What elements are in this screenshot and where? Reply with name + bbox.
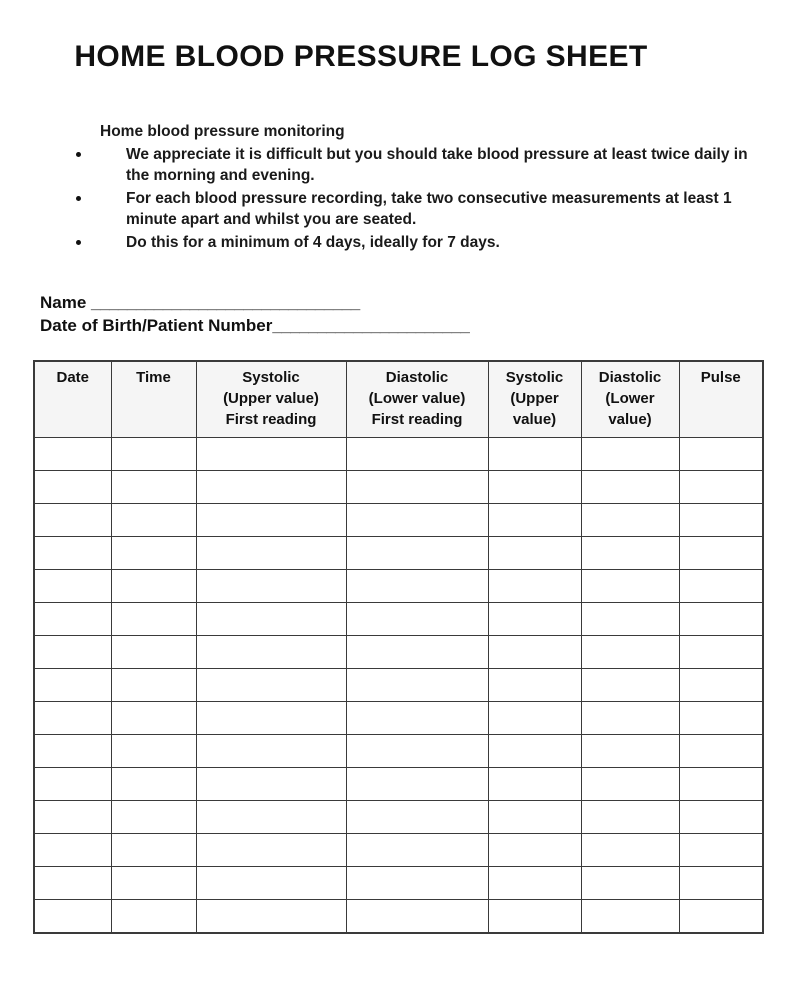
table-cell-date[interactable] <box>34 438 111 471</box>
table-cell-sys1[interactable] <box>196 768 346 801</box>
header-sub-2: value) <box>608 411 652 428</box>
header-main: Time <box>136 369 171 386</box>
table-cell-sys1[interactable] <box>196 438 346 471</box>
table-cell-dia1[interactable] <box>346 801 488 834</box>
header-sub-1: (Lower value) <box>368 390 466 407</box>
table-cell-time[interactable] <box>111 768 196 801</box>
column-header-systolic-first <box>196 361 346 438</box>
table-cell-time[interactable] <box>111 471 196 504</box>
table-cell-pulse[interactable] <box>679 900 763 934</box>
table-row <box>34 834 763 867</box>
table-cell-pulse[interactable] <box>679 801 763 834</box>
page-title: HOME BLOOD PRESSURE LOG SHEET <box>74 40 648 73</box>
table-cell-dia2[interactable] <box>581 603 679 636</box>
table-cell-dia2[interactable] <box>581 438 679 471</box>
table-row <box>34 636 763 669</box>
name-field-row <box>40 291 600 314</box>
table-cell-sys2[interactable] <box>488 669 581 702</box>
table-cell-dia1[interactable] <box>346 438 488 471</box>
table-cell-dia2[interactable] <box>581 636 679 669</box>
table-cell-dia2[interactable] <box>581 537 679 570</box>
header-main: Systolic <box>505 369 564 386</box>
dob-input-rule[interactable]: ______________________ <box>272 316 470 335</box>
table-cell-dia1[interactable] <box>346 537 488 570</box>
table-cell-time[interactable] <box>111 867 196 900</box>
table-cell-sys1[interactable] <box>196 735 346 768</box>
table-cell-dia2[interactable] <box>581 504 679 537</box>
header-main: Diastolic <box>385 369 449 386</box>
table-cell-sys1[interactable] <box>196 867 346 900</box>
table-cell-dia1[interactable] <box>346 504 488 537</box>
header-sub-1: (Upper <box>510 390 559 407</box>
table-cell-time[interactable] <box>111 438 196 471</box>
table-cell-dia1[interactable] <box>346 867 488 900</box>
table-cell-pulse[interactable] <box>679 735 763 768</box>
table-row <box>34 768 763 801</box>
table-cell-sys2[interactable] <box>488 570 581 603</box>
table-cell-dia2[interactable] <box>581 801 679 834</box>
table-cell-sys2[interactable] <box>488 834 581 867</box>
list-item-text: We appreciate it is difficult but you should take blood pressure at least twice daily in the morning and evening. <box>126 146 748 184</box>
header-main: Diastolic <box>598 369 662 386</box>
table-cell-sys2[interactable] <box>488 867 581 900</box>
table-cell-sys1[interactable] <box>196 669 346 702</box>
table-cell-date[interactable] <box>34 768 111 801</box>
table-cell-dia2[interactable] <box>581 768 679 801</box>
table-cell-sys2[interactable] <box>488 537 581 570</box>
dob-field-row <box>40 314 600 337</box>
table-cell-time[interactable] <box>111 504 196 537</box>
table-cell-sys1[interactable] <box>196 702 346 735</box>
table-cell-date[interactable] <box>34 801 111 834</box>
bp-log-table <box>33 360 764 934</box>
table-cell-dia2[interactable] <box>581 471 679 504</box>
table-cell-pulse[interactable] <box>679 504 763 537</box>
table-cell-pulse[interactable] <box>679 669 763 702</box>
table-row <box>34 537 763 570</box>
table-cell-date[interactable] <box>34 504 111 537</box>
table-cell-sys2[interactable] <box>488 636 581 669</box>
table-row <box>34 603 763 636</box>
column-header-systolic-second <box>488 361 581 438</box>
table-cell-date[interactable] <box>34 867 111 900</box>
table-cell-pulse[interactable] <box>679 570 763 603</box>
table-cell-pulse[interactable] <box>679 438 763 471</box>
table-cell-date[interactable] <box>34 669 111 702</box>
table-row <box>34 867 763 900</box>
table-row <box>34 801 763 834</box>
table-cell-time[interactable] <box>111 570 196 603</box>
column-header-time <box>111 361 196 438</box>
table-row <box>34 900 763 934</box>
table-cell-sys2[interactable] <box>488 801 581 834</box>
table-cell-sys1[interactable] <box>196 834 346 867</box>
column-header-date <box>34 361 111 438</box>
table-cell-sys1[interactable] <box>196 900 346 934</box>
table-cell-sys2[interactable] <box>488 471 581 504</box>
table-cell-sys1[interactable] <box>196 504 346 537</box>
table-cell-pulse[interactable] <box>679 834 763 867</box>
table-cell-dia1[interactable] <box>346 735 488 768</box>
list-item <box>100 144 760 186</box>
header-sub-1: (Lower <box>605 390 655 407</box>
table-row <box>34 702 763 735</box>
list-item-text: Do this for a minimum of 4 days, ideally for 7 days. <box>126 234 500 251</box>
table-row <box>34 669 763 702</box>
instructions-list <box>100 144 760 253</box>
table-cell-date[interactable] <box>34 471 111 504</box>
table-cell-dia2[interactable] <box>581 867 679 900</box>
table-header-row <box>34 361 763 438</box>
header-sub-2: First reading <box>371 411 463 428</box>
header-sub-2: value) <box>512 411 557 428</box>
table-row <box>34 570 763 603</box>
table-row <box>34 735 763 768</box>
header-sub-1: (Upper value) <box>223 390 319 407</box>
table-cell-time[interactable] <box>111 669 196 702</box>
bp-log-table-container <box>33 360 762 934</box>
table-cell-date[interactable] <box>34 537 111 570</box>
table-cell-dia1[interactable] <box>346 669 488 702</box>
column-header-pulse <box>679 361 763 438</box>
bullet-icon <box>76 152 81 157</box>
table-cell-sys1[interactable] <box>196 471 346 504</box>
table-cell-dia1[interactable] <box>346 570 488 603</box>
header-sub-2: First reading <box>225 411 317 428</box>
table-row <box>34 471 763 504</box>
column-header-diastolic-first <box>346 361 488 438</box>
table-cell-date[interactable] <box>34 603 111 636</box>
table-cell-dia1[interactable] <box>346 471 488 504</box>
list-item <box>100 188 760 230</box>
list-item <box>100 232 760 253</box>
table-cell-date[interactable] <box>34 636 111 669</box>
table-cell-time[interactable] <box>111 801 196 834</box>
instructions-block <box>100 122 760 255</box>
table-cell-sys2[interactable] <box>488 900 581 934</box>
header-main: Date <box>56 369 89 386</box>
table-cell-dia2[interactable] <box>581 900 679 934</box>
table-cell-dia1[interactable] <box>346 768 488 801</box>
table-cell-time[interactable] <box>111 537 196 570</box>
table-cell-date[interactable] <box>34 900 111 934</box>
table-cell-sys2[interactable] <box>488 768 581 801</box>
header-main: Systolic <box>242 369 300 386</box>
table-cell-pulse[interactable] <box>679 636 763 669</box>
column-header-diastolic-second <box>581 361 679 438</box>
table-cell-sys2[interactable] <box>488 702 581 735</box>
table-cell-sys1[interactable] <box>196 570 346 603</box>
table-cell-time[interactable] <box>111 636 196 669</box>
table-cell-pulse[interactable] <box>679 867 763 900</box>
table-cell-time[interactable] <box>111 603 196 636</box>
table-cell-date[interactable] <box>34 570 111 603</box>
table-cell-time[interactable] <box>111 702 196 735</box>
table-cell-dia1[interactable] <box>346 834 488 867</box>
table-cell-time[interactable] <box>111 834 196 867</box>
table-row <box>34 438 763 471</box>
table-body <box>34 438 763 934</box>
table-cell-dia1[interactable] <box>346 636 488 669</box>
table-cell-pulse[interactable] <box>679 702 763 735</box>
name-input-rule[interactable]: ______________________________ <box>91 293 360 312</box>
table-cell-time[interactable] <box>111 900 196 934</box>
bullet-icon <box>76 196 81 201</box>
table-cell-pulse[interactable] <box>679 471 763 504</box>
header-main: Pulse <box>700 369 741 386</box>
table-cell-time[interactable] <box>111 735 196 768</box>
table-cell-pulse[interactable] <box>679 537 763 570</box>
table-cell-dia2[interactable] <box>581 702 679 735</box>
list-item-text: For each blood pressure recording, take two consecutive measurements at least 1 minute apart and whilst you are seated. <box>126 190 732 228</box>
dob-label: Date of Birth/Patient Number <box>40 316 273 335</box>
table-cell-pulse[interactable] <box>679 768 763 801</box>
table-cell-date[interactable] <box>34 702 111 735</box>
table-cell-sys2[interactable] <box>488 603 581 636</box>
instructions-lead: Home blood pressure monitoring <box>100 123 345 140</box>
table-cell-pulse[interactable] <box>679 603 763 636</box>
table-cell-dia1[interactable] <box>346 702 488 735</box>
patient-fields <box>40 291 600 337</box>
table-cell-sys2[interactable] <box>488 504 581 537</box>
table-cell-dia2[interactable] <box>581 669 679 702</box>
table-cell-sys1[interactable] <box>196 603 346 636</box>
table-cell-date[interactable] <box>34 735 111 768</box>
table-cell-sys2[interactable] <box>488 735 581 768</box>
table-cell-sys1[interactable] <box>196 801 346 834</box>
table-cell-dia2[interactable] <box>581 570 679 603</box>
table-cell-sys2[interactable] <box>488 438 581 471</box>
name-label: Name <box>40 293 87 312</box>
table-cell-dia2[interactable] <box>581 735 679 768</box>
bullet-icon <box>76 240 81 245</box>
table-cell-dia2[interactable] <box>581 834 679 867</box>
table-cell-sys1[interactable] <box>196 537 346 570</box>
table-cell-dia1[interactable] <box>346 900 488 934</box>
table-cell-sys1[interactable] <box>196 636 346 669</box>
table-cell-date[interactable] <box>34 834 111 867</box>
table-cell-dia1[interactable] <box>346 603 488 636</box>
table-row <box>34 504 763 537</box>
